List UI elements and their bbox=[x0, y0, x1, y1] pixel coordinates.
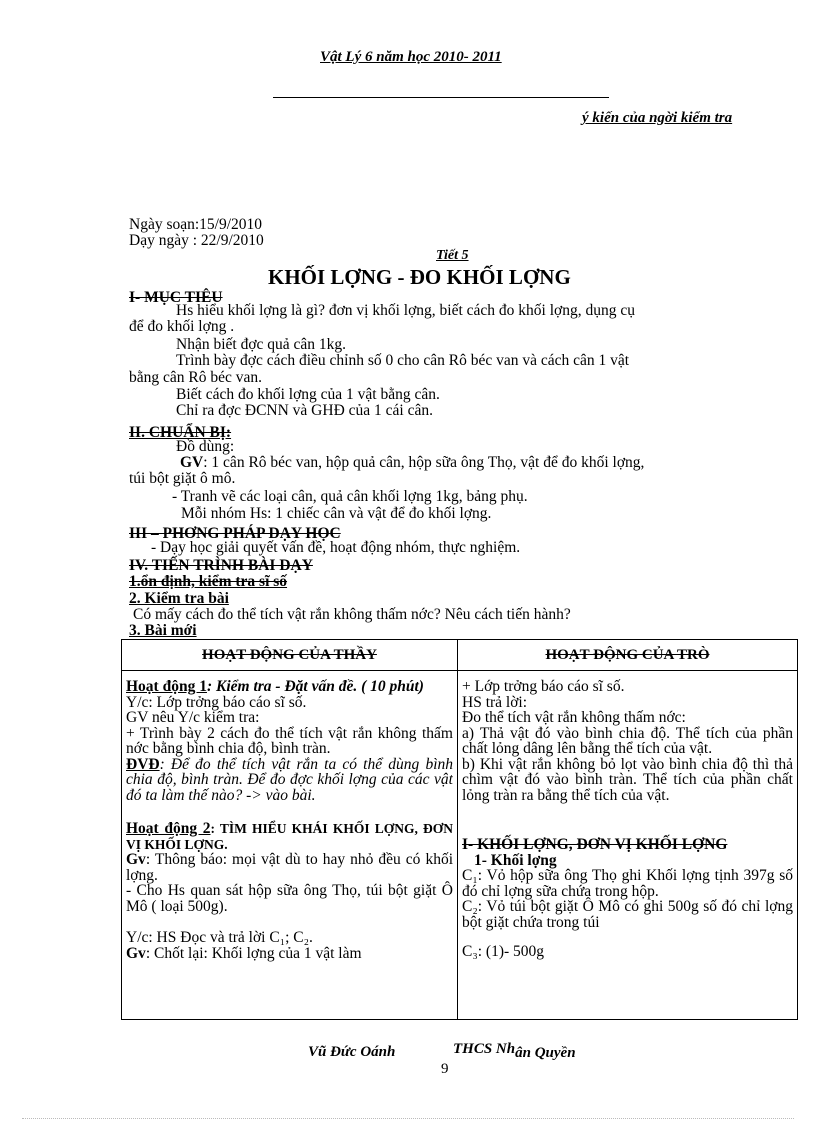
footer-author: Vũ Đức Oánh bbox=[308, 1044, 396, 1060]
teacher-line: - Cho Hs quan sát hộp sữa ông Thọ, túi bột giặt Ô Mô ( loại 500g). bbox=[126, 882, 453, 915]
teacher-line: : Thông báo: mọi vật dù to hay nhỏ đều có khối lợng. bbox=[126, 851, 453, 884]
student-line: a) Thả vật đó vào bình chia độ. Thể tích của phần chất lỏng dâng lên bằng thể tích của vật. bbox=[462, 724, 793, 757]
course-header: Vật Lý 6 năm học 2010- 2011 bbox=[320, 49, 502, 65]
act2-title: : TÌM HIỂU KHÁI KHỐI LỢNG, ĐƠN VỊ KHỐI LỢNG. bbox=[126, 821, 453, 852]
student-line: b) Khi vật rắn không bỏ lọt vào bình chia độ thì thả chìm vật đó vào bình tràn. Thể tích của phần chất lỏng tràn ra bằng thể tích của vật. bbox=[462, 755, 793, 804]
objective-line: Trình bày đợc cách điều chỉnh số 0 cho cân Rô béc van và cách cân 1 vật bbox=[176, 352, 630, 369]
date-taught: Dạy ngày : 22/9/2010 bbox=[129, 232, 264, 249]
teacher-line: + Trình bày 2 cách đo thể tích vật rắn không thấm nớc bằng bình chia độ, bình tràn. bbox=[126, 724, 453, 757]
col-student-header: HOẠT ĐỘNG CỦA TRÒ bbox=[458, 640, 798, 671]
lesson-title: KHỐI LỢNG - ĐO KHỐI LỢNG bbox=[268, 265, 571, 289]
teacher-line: Y/c: Lớp trởng báo cáo sĩ số. bbox=[126, 693, 307, 711]
act1-title: : Kiểm tra - Đặt vấn đề. ( 10 phút) bbox=[206, 678, 424, 695]
header-rule bbox=[273, 97, 609, 98]
student-line: + Lớp trởng báo cáo sĩ số. bbox=[462, 678, 625, 695]
gv-text: : 1 cân Rô béc van, hộp quả cân, hộp sữa ông Thọ, vật để đo khối lợng, bbox=[203, 454, 645, 471]
process-step-2: 2. Kiểm tra bài bbox=[129, 590, 229, 607]
student-subheading: 1- Khối lợng bbox=[474, 851, 557, 869]
gv-label: GV bbox=[180, 454, 204, 471]
student-line: C₁: Vỏ hộp sữa ông Thọ ghi Khối lợng tịnh 397g số đó chỉ lợng sữa chứa trong hộp. bbox=[462, 867, 793, 900]
process-step-1: 1.ổn định, kiểm tra sĩ số bbox=[129, 573, 288, 590]
dvd-text: : Để đo thể tích vật rắn ta có thể dùng bình chia độ, bình tràn. Để đo đợc khối lợng của các vật đó ta làm thế nào? -> vào bài. bbox=[126, 755, 453, 804]
teacher-line: Y/c: HS Đọc và trả lời C₁; C₂. bbox=[126, 929, 313, 946]
objective-line: Biết cách đo khối lợng của 1 vật bằng cân. bbox=[176, 386, 440, 403]
student-line: HS trả lời: bbox=[462, 693, 528, 711]
dvd-label: ĐVĐ bbox=[126, 755, 160, 773]
footer-school bbox=[453, 1041, 576, 1061]
methods-line: - Dạy học giải quyết vấn đề, hoạt động nhóm, thực nghiệm. bbox=[151, 539, 521, 556]
objective-line: Hs hiểu khối lợng là gì? đơn vị khối lợng, biết cách đo khối lợng, dụng cụ bbox=[176, 302, 635, 319]
act2-label: Hoạt động 2 bbox=[126, 820, 211, 837]
footer-dotted-rule bbox=[22, 1118, 794, 1119]
objective-line: bằng cân Rô béc van. bbox=[129, 369, 262, 386]
preparation-line: - Tranh vẽ các loại cân, quả cân khối lợng 1kg, bảng phụ. bbox=[172, 488, 528, 505]
preparation-heading: II. CHUẨN BỊ: bbox=[129, 424, 232, 441]
process-step-3: 3. Bài mới bbox=[129, 622, 197, 639]
student-section-heading: I- KHỐI LỢNG, ĐƠN VỊ KHỐI LỢNG bbox=[462, 836, 728, 853]
date-prepared: Ngày soạn:15/9/2010 bbox=[129, 216, 263, 233]
preparation-line bbox=[180, 455, 644, 471]
student-line: C₃: (1)- 500g bbox=[462, 943, 545, 960]
preparation-line: Mỗi nhóm Hs: 1 chiếc cân và vật để đo khối lợng. bbox=[181, 505, 492, 522]
methods-heading: III – PHƠNG PHÁP DẠY HỌC bbox=[129, 525, 341, 542]
teacher-line: GV nêu Y/c kiểm tra: bbox=[126, 709, 260, 726]
lesson-period: Tiết 5 bbox=[436, 248, 469, 263]
review-label: ý kiến của ngời kiểm tra bbox=[582, 110, 733, 126]
preparation-line: Đồ dùng: bbox=[176, 438, 235, 455]
gv-label: Gv bbox=[126, 851, 146, 868]
objective-line: để đo khối lợng . bbox=[129, 318, 235, 335]
teacher-line: : Chốt lại: Khối lợng của 1 vật làm bbox=[145, 944, 362, 962]
student-line: C₂: Vỏ túi bột giặt Ô Mô có ghi 500g số đó chỉ lợng bột giặt chứa trong túi bbox=[462, 898, 793, 931]
student-cell bbox=[458, 671, 798, 1020]
student-line: Đo thể tích vật rắn không thấm nớc: bbox=[462, 709, 686, 726]
page-number: 9 bbox=[441, 1061, 449, 1077]
process-heading: IV. TIẾN TRÌNH BÀI DẠY bbox=[129, 557, 313, 574]
footer-school-b: ân Quyền bbox=[515, 1045, 576, 1061]
objective-line: Chỉ ra đợc ĐCNN và GHĐ của 1 cái cân. bbox=[176, 402, 433, 419]
activity-table bbox=[121, 639, 798, 1020]
act1-label: Hoạt động 1 bbox=[126, 678, 207, 695]
col-teacher-header: HOẠT ĐỘNG CỦA THẦY bbox=[122, 640, 458, 671]
objectives-heading: I- MỤC TIÊU bbox=[129, 289, 223, 306]
objective-line: Nhận biết đợc quả cân 1kg. bbox=[176, 336, 347, 353]
footer-school-a: THCS Nh bbox=[453, 1041, 516, 1057]
preparation-line: túi bột giặt ô mô. bbox=[129, 470, 236, 487]
process-question: Có mấy cách đo thể tích vật rắn không thấm nớc? Nêu cách tiến hành? bbox=[133, 606, 571, 623]
teacher-cell bbox=[122, 671, 458, 1020]
gv-label: Gv bbox=[126, 944, 146, 962]
